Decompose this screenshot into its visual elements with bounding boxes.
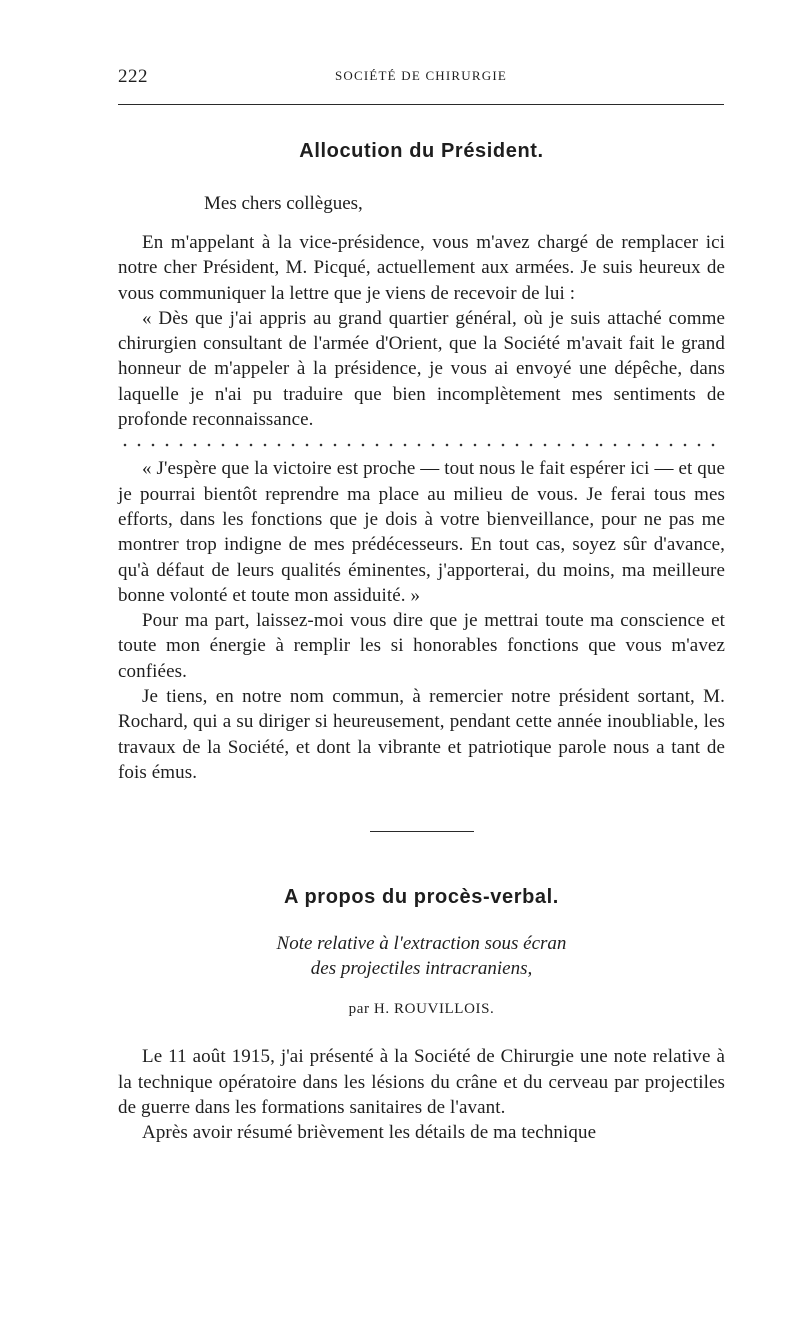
section-divider [370,831,474,832]
note-title-line: des projectiles intracraniens, [310,958,533,980]
page-body [118,140,725,1145]
running-head: SOCIÉTÉ DE CHIRURGIE [334,68,508,83]
paragraph: Pour ma part, laissez-moi vous dire que je mettrai toute ma conscience et toute mon énergie à remplir les si honorables fonctions que vous m'avez confiées. [118,610,725,682]
salutation: Mes chers collègues, [204,193,363,214]
author-byline: par H. ROUVILLOIS. [348,1001,495,1018]
header-rule [118,104,724,105]
section-title-allocution: Allocution du Président. [299,140,544,162]
page-number: 222 [118,66,148,87]
page-header [118,66,724,90]
ellipsis-dotted-line [118,438,725,452]
paragraph: « J'espère que la victoire est proche — tout nous le fait espérer ici — et que je pourrai bientôt reprendre ma place au milieu de vous. Je ferai tous mes efforts, dans les fonctions que je dois à votre bienveillance, pour ne pas me montrer trop indigne de mes prédécesseurs. En tout cas, soyez sûr d'avance, qu'à défaut de leurs qualités éminentes, j'apporterai, du moins, ma meilleure bonne volonté et toute mon assiduité. » [118,458,725,606]
paragraph: « Dès que j'ai appris au grand quartier général, où je suis attaché comme chirurgien consultant de l'armée d'Orient, que la Société m'avait fait le grand honneur de m'appeler à la présidence, je vous ai envoyé une dépêche, dans laquelle je n'ai pu traduire que bien incomplètement mes sentiments de profonde reconnaissance. [118,307,725,431]
paragraph: Le 11 août 1915, j'ai présenté à la Société de Chirurgie une note relative à la technique opératoire dans les lésions du crâne et du cerveau par projectiles de guerre dans les formations sanitaires de l'avant. [118,1046,725,1118]
section-title-proces-verbal: A propos du procès-verbal. [284,886,559,909]
paragraph: Je tiens, en notre nom commun, à remercier notre président sortant, M. Rochard, qui a su diriger si heureusement, pendant cette année inoubliable, les travaux de la Société, et dont la vibrante et patriotique parole nous a tant de fois émus. [118,686,725,783]
paragraph: Après avoir résumé brièvement les détails de ma technique [142,1122,597,1144]
paragraph: En m'appelant à la vice-présidence, vous m'avez chargé de remplacer ici notre cher Président, M. Picqué, actuellement aux armées. Je suis heureux de vous communiquer la lettre que je viens de recevoir de lui : [118,232,725,304]
note-title-line: Note relative à l'extraction sous écran [276,933,567,955]
